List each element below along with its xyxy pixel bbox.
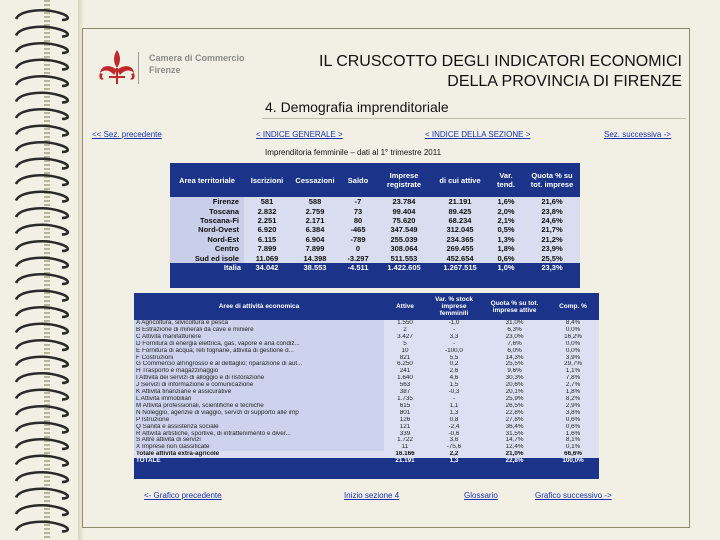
table-cell: 2,6	[426, 368, 482, 375]
table-cell: 615	[384, 403, 426, 410]
table-cell: 347.549	[376, 225, 432, 234]
table-cell: 308.064	[376, 244, 432, 253]
table-row	[134, 320, 599, 327]
table-row	[170, 206, 580, 215]
table-cell: -789	[340, 235, 376, 244]
row-label: I Attività dei servizi di alloggio e di ristorazione	[134, 375, 384, 382]
table-cell: 0,8	[426, 417, 482, 424]
col-header: Quota % su tot. imprese	[530, 171, 574, 189]
table-cell: 10	[384, 348, 426, 355]
table-cell: Totale attività extra-agricole	[134, 451, 384, 458]
table-cell: 2,7%	[547, 382, 599, 389]
col-header: Imprese registrate	[386, 171, 422, 189]
binding-ring	[16, 10, 68, 20]
table-cell: 25,5%	[524, 253, 580, 262]
table-cell: 6.920	[244, 225, 290, 234]
table-cell: 588	[290, 197, 340, 206]
table-cell: 1.422.605	[376, 263, 432, 272]
chamber-logo	[92, 48, 245, 88]
table-cell: 1,8%	[488, 244, 524, 253]
col-header: Comp. %	[559, 303, 587, 310]
binding-ring	[16, 423, 68, 433]
table-cell: 126	[384, 417, 426, 424]
binding-ring	[16, 439, 68, 449]
row-label: Toscana	[170, 206, 244, 215]
table-cell: 581	[244, 197, 290, 206]
table-cell: 1,3	[426, 410, 482, 417]
table-cell: 339	[384, 431, 426, 438]
table-row	[170, 244, 580, 253]
row-label: N Noleggio, agenzie di viaggio, servizi di supporto alle imp	[134, 410, 384, 417]
table-cell: TOTALE	[134, 458, 384, 465]
table-cell: 21.191	[384, 458, 426, 465]
total-row	[134, 458, 599, 465]
row-label: Nord-Ovest	[170, 225, 244, 234]
table-cell: 3.427	[384, 334, 426, 341]
binding-ring	[16, 258, 68, 268]
table-cell: -7	[340, 197, 376, 206]
row-label: H Trasporto e magazzinaggio	[134, 368, 384, 375]
table-cell: 8,4%	[547, 320, 599, 327]
table-cell: 511.553	[376, 253, 432, 262]
col-header: Var. % stock imprese femminili	[435, 296, 473, 317]
table-cell: -465	[340, 225, 376, 234]
table-header-row	[170, 163, 580, 197]
table-cell: 25,9%	[482, 396, 547, 403]
table-cell: -100,0	[426, 348, 482, 355]
row-label: X Imprese non classificate	[134, 444, 384, 451]
table-cell: 16,2%	[547, 334, 599, 341]
binding-ring	[16, 43, 68, 53]
table-row	[170, 216, 580, 225]
table-row	[134, 403, 599, 410]
table-row	[170, 197, 580, 206]
table-cell: 14,3%	[482, 355, 547, 362]
table-cell: 21,2%	[524, 235, 580, 244]
section-start-link[interactable]: Inizio sezione 4	[344, 491, 400, 500]
table-row	[134, 348, 599, 355]
table-cell: 2,1%	[488, 216, 524, 225]
total-row	[170, 263, 580, 272]
table-cell: 821	[384, 355, 426, 362]
row-label: K Attività finanziarie e assicurative	[134, 389, 384, 396]
fleur-de-lis-icon	[92, 48, 142, 88]
table-cell: 23,8%	[524, 206, 580, 215]
table-cell: 1.550	[384, 320, 426, 327]
col-header: Attive	[395, 303, 415, 310]
table-cell: 23.784	[376, 197, 432, 206]
table-cell: 563	[384, 382, 426, 389]
row-label: Nord-Est	[170, 235, 244, 244]
binding-ring	[16, 489, 68, 499]
col-header: Iscrizioni	[250, 175, 284, 185]
binding-ring	[16, 522, 68, 532]
row-label: B Estrazione di minerali da cave e miniere	[134, 327, 384, 334]
subtotal-row	[134, 451, 599, 458]
table-cell: 14,7%	[482, 437, 547, 444]
title-line2: DELLA PROVINCIA DI FIRENZE	[447, 73, 682, 90]
row-label: J Servizi di informazione e comunicazione	[134, 382, 384, 389]
binding-ring	[16, 225, 68, 235]
table-cell: 1.640	[384, 375, 426, 382]
glossary-link[interactable]: Glossario	[464, 491, 498, 500]
table-cell: 24,6%	[524, 216, 580, 225]
table-cell: 34.042	[244, 263, 290, 272]
table-cell: 7,8%	[547, 375, 599, 382]
table-cell: -	[426, 327, 482, 334]
table-cell: 5	[384, 341, 426, 348]
table-cell: 1,1%	[547, 368, 599, 375]
binding-ring	[16, 109, 68, 119]
col-header: Saldo	[347, 175, 369, 185]
row-label: Firenze	[170, 197, 244, 206]
table-cell: 0,1%	[547, 444, 599, 451]
table-cell: 269.455	[432, 244, 488, 253]
table-cell: 21.191	[432, 197, 488, 206]
table-row	[134, 424, 599, 431]
general-index-link[interactable]: < INDICE GENERALE >	[256, 130, 343, 139]
row-label: A Agricoltura, silvicoltura e pesca	[134, 320, 384, 327]
row-label: S Altre attività di servizi	[134, 437, 384, 444]
table-cell: 387	[384, 389, 426, 396]
binding-ring	[16, 175, 68, 185]
table-cell: 8,1%	[547, 437, 599, 444]
table-row	[134, 341, 599, 348]
table-cell: 20,6%	[482, 382, 547, 389]
table-cell: 21,6%	[524, 197, 580, 206]
spiral-binding	[0, 0, 80, 540]
table-cell: 23,9%	[524, 244, 580, 253]
binding-ring	[16, 291, 68, 301]
row-label: Sud ed isole	[170, 253, 244, 262]
table-cell: -3.297	[340, 253, 376, 262]
binding-ring	[16, 93, 68, 103]
table-cell: 25,5%	[482, 361, 547, 368]
logo-text-line1: Camera di Commercio	[149, 53, 245, 63]
table-cell: 80	[340, 216, 376, 225]
table-cell: 234.365	[432, 235, 488, 244]
col-header: Area territoriale	[179, 175, 235, 185]
table-cell: -0,6	[426, 431, 482, 438]
table-cell: 1,1	[426, 403, 482, 410]
table-cell: 2,2	[426, 451, 482, 458]
binding-ring	[16, 274, 68, 284]
table-cell: -0,3	[426, 389, 482, 396]
table-cell: 1,3	[426, 458, 482, 465]
logo-text-line2: Firenze	[149, 65, 181, 75]
section-index-link[interactable]: < INDICE DELLA SEZIONE >	[425, 130, 531, 139]
row-label: M Attività professionali, scientifiche e tecniche	[134, 403, 384, 410]
binding-ring	[16, 406, 68, 416]
table-cell: 31,5%	[482, 431, 547, 438]
row-label: R Attività artistiche, sportive, di intrattenimento e diver...	[134, 431, 384, 438]
table-cell: Italia	[170, 263, 244, 272]
table-cell: 36,4%	[482, 424, 547, 431]
table-cell: 312.045	[432, 225, 488, 234]
table-cell: 16.166	[384, 451, 426, 458]
table-cell: 99.404	[376, 206, 432, 215]
binding-ring	[16, 340, 68, 350]
table-cell: -75,6	[426, 444, 482, 451]
table-cell: 11.069	[244, 253, 290, 262]
table-row	[134, 355, 599, 362]
table-row	[134, 375, 599, 382]
table-cell: 255.039	[376, 235, 432, 244]
table-cell: -	[426, 396, 482, 403]
table-cell: -1,0	[426, 320, 482, 327]
binding-ring	[16, 390, 68, 400]
table-cell: 3,6	[426, 437, 482, 444]
row-label: Toscana-Fi	[170, 216, 244, 225]
table-cell: 5,5	[426, 355, 482, 362]
row-label: C Attività manifatturiere	[134, 334, 384, 341]
table-cell: 27,8%	[482, 417, 547, 424]
table-cell: -4.511	[340, 263, 376, 272]
binding-ring	[16, 60, 68, 70]
table-cell: 2.251	[244, 216, 290, 225]
table-cell: 12,4%	[482, 444, 547, 451]
table-cell: 100,0%	[547, 458, 599, 465]
table-cell: 21,7%	[524, 225, 580, 234]
section-subtitle: 4. Demografia imprenditoriale	[265, 99, 449, 115]
table-cell: 2,0%	[488, 206, 524, 215]
table-cell: 22,8%	[482, 458, 547, 465]
table-cell: 68.234	[432, 216, 488, 225]
col-header: Cessazioni	[295, 175, 335, 185]
table-cell: 9,6%	[482, 368, 547, 375]
binding-ring	[16, 324, 68, 334]
table-cell: 2,9%	[547, 403, 599, 410]
table-cell: 3,3	[426, 334, 482, 341]
table-cell: 1.735	[384, 396, 426, 403]
table-cell: 241	[384, 368, 426, 375]
table-cell: 11	[384, 444, 426, 451]
table-cell: 2.832	[244, 206, 290, 215]
table-cell: 73	[340, 206, 376, 215]
binding-ring	[16, 307, 68, 317]
table-cell: 21,0%	[482, 451, 547, 458]
table-cell: 6.904	[290, 235, 340, 244]
col-header: Aree di attività economica	[218, 303, 300, 310]
binding-ring	[16, 357, 68, 367]
table-cell: 1.267.515	[432, 263, 488, 272]
table-cell: 1.722	[384, 437, 426, 444]
row-label: L Attività immobiliari	[134, 396, 384, 403]
table-cell: 1,6%	[547, 431, 599, 438]
table-cell: 6,3%	[482, 327, 547, 334]
table-row	[134, 368, 599, 375]
table-cell: 6.115	[244, 235, 290, 244]
table-cell: 0,6%	[547, 424, 599, 431]
table-cell: 121	[384, 424, 426, 431]
binding-ring	[16, 192, 68, 202]
table-cell: 0,0%	[547, 341, 599, 348]
table-cell: 0,5%	[488, 225, 524, 234]
table-cell: 26,5%	[482, 403, 547, 410]
table-cell: 0,2	[426, 361, 482, 368]
table-cell: 1,5	[426, 382, 482, 389]
binding-ring	[16, 472, 68, 482]
table-cell: 801	[384, 410, 426, 417]
table-cell: 23,0%	[482, 334, 547, 341]
table-cell: 1,8%	[547, 389, 599, 396]
table-row	[170, 253, 580, 262]
table-cell: 452.654	[432, 253, 488, 262]
table-cell: 20,1%	[482, 389, 547, 396]
row-label: P Istruzione	[134, 417, 384, 424]
row-label: E Fornitura di acqua; reti fognarie, attività di gestione d...	[134, 348, 384, 355]
table-cell: 7.899	[290, 244, 340, 253]
binding-ring	[16, 126, 68, 136]
table-row	[134, 444, 599, 451]
table-cell: 0,6%	[488, 253, 524, 262]
binding-ring	[16, 142, 68, 152]
table-header-row	[134, 293, 599, 320]
page-title	[252, 52, 682, 92]
table-cell: 3,8%	[547, 410, 599, 417]
prev-chart-link[interactable]: <- Grafico precedente	[144, 491, 222, 500]
table-cell: 3,9%	[547, 355, 599, 362]
next-section-link[interactable]: Sez. successiva ->	[604, 130, 671, 139]
table-caption: Imprenditoria femminile – dati al 1° trimestre 2011	[265, 148, 442, 157]
binding-ring	[16, 456, 68, 466]
table-row	[170, 235, 580, 244]
prev-section-link[interactable]: << Sez. precedente	[92, 130, 162, 139]
title-divider	[262, 118, 686, 119]
table-cell: 7,6%	[482, 341, 547, 348]
territory-table	[170, 163, 580, 288]
next-chart-link[interactable]: Grafico successivo ->	[535, 491, 612, 500]
activity-table	[134, 293, 599, 479]
table-cell: 75.620	[376, 216, 432, 225]
table-cell: 7.899	[244, 244, 290, 253]
row-label: Q Sanità e assistenza sociale	[134, 424, 384, 431]
table-row	[134, 389, 599, 396]
binding-ring	[16, 373, 68, 383]
table-cell: 2	[384, 327, 426, 334]
table-cell: 14.398	[290, 253, 340, 262]
table-cell: 1,3%	[488, 235, 524, 244]
table-cell: 1,6%	[488, 197, 524, 206]
row-label: Centro	[170, 244, 244, 253]
binding-ring	[16, 76, 68, 86]
table-cell: 38.553	[290, 263, 340, 272]
binding-ring	[16, 505, 68, 515]
table-cell: 4,6	[426, 375, 482, 382]
table-row	[134, 361, 599, 368]
table-row	[134, 334, 599, 341]
row-label: D Fornitura di energia elettrica, gas, vapore e aria condiz...	[134, 341, 384, 348]
table-row	[134, 410, 599, 417]
table-cell: 2.759	[290, 206, 340, 215]
row-label: F Costruzioni	[134, 355, 384, 362]
binding-ring	[16, 241, 68, 251]
table-row	[134, 382, 599, 389]
binding-ring	[16, 208, 68, 218]
row-label: G Commercio all'ingrosso e al dettaglio; riparazione di aut...	[134, 361, 384, 368]
table-cell: 30,3%	[482, 375, 547, 382]
table-cell: 23,3%	[524, 263, 580, 272]
table-cell: 6,0%	[482, 348, 547, 355]
table-row	[170, 225, 580, 234]
table-cell: 6.250	[384, 361, 426, 368]
title-line1: IL CRUSCOTTO DEGLI INDICATORI ECONOMICI	[319, 53, 682, 70]
col-header: Quota % su tot. imprese attive	[490, 299, 539, 314]
table-cell: -	[426, 341, 482, 348]
table-cell: 8,2%	[547, 396, 599, 403]
binding-ring	[16, 159, 68, 169]
table-cell: 31,0%	[482, 320, 547, 327]
binding-ring	[16, 27, 68, 37]
table-cell: 0,6%	[547, 417, 599, 424]
table-row	[134, 417, 599, 424]
table-cell: 66,6%	[547, 451, 599, 458]
col-header: Var. tend.	[497, 171, 515, 189]
table-cell: 1,0%	[488, 263, 524, 272]
table-cell: 0,0%	[547, 327, 599, 334]
table-row	[134, 431, 599, 438]
table-row	[134, 396, 599, 403]
table-cell: 0,0%	[547, 348, 599, 355]
table-cell: 6.384	[290, 225, 340, 234]
table-row	[134, 437, 599, 444]
table-cell: 22,8%	[482, 410, 547, 417]
table-cell: 0	[340, 244, 376, 253]
table-cell: 2.171	[290, 216, 340, 225]
table-row	[134, 327, 599, 334]
table-cell: 89.425	[432, 206, 488, 215]
table-cell: -2,4	[426, 424, 482, 431]
col-header: di cui attive	[439, 175, 481, 185]
table-cell: 29,7%	[547, 361, 599, 368]
